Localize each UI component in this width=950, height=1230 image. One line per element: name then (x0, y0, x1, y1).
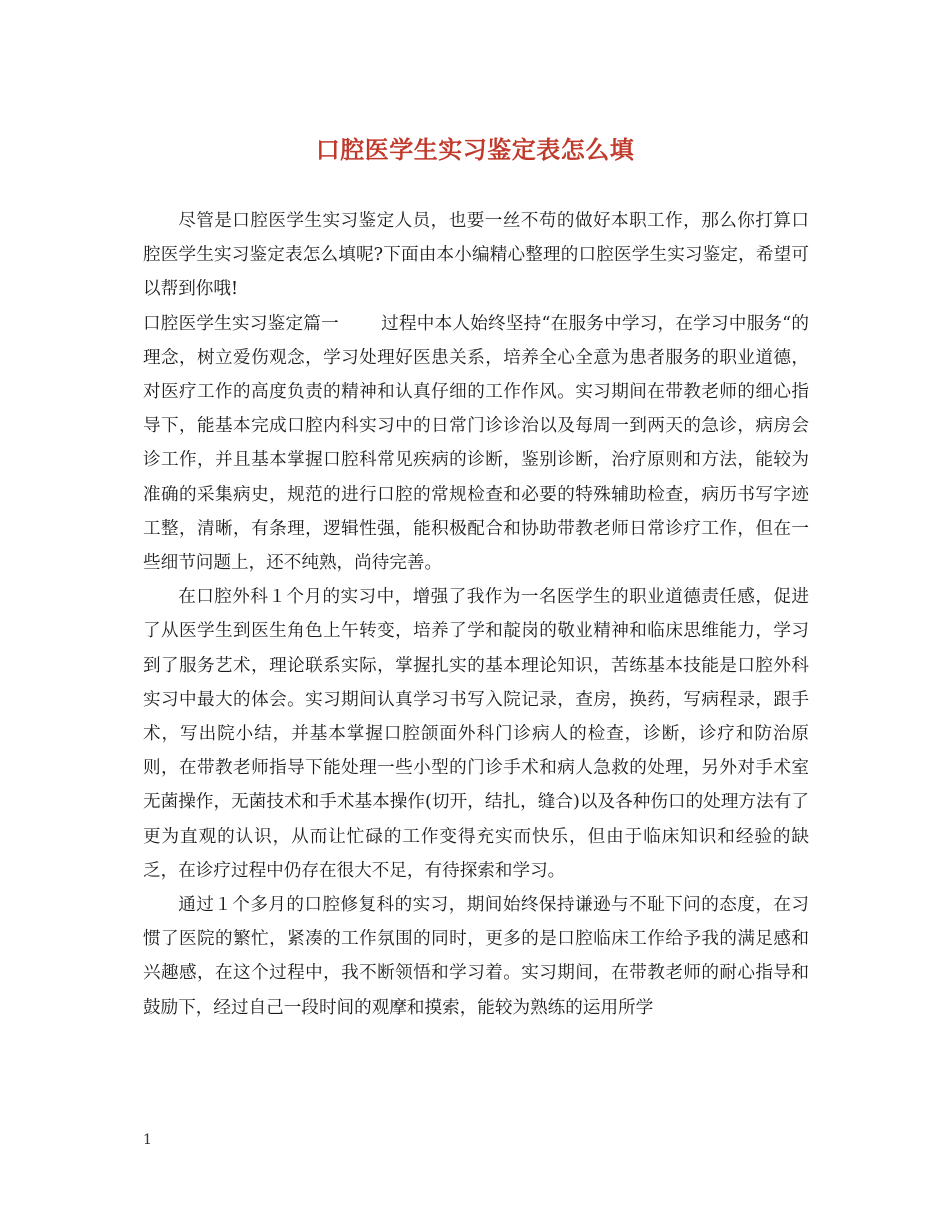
section-text: 过程中本人始终坚持“在服务中学习，在学习中服务“的理念，树立爱伤观念，学习处理好医患关系，培养全心全意为患者服务的职业道德，对医疗工作的高度负责的精神和认真仔细的工作作风。实习期间在带教老师的细心指导下，能基本完成口腔内科实习中的日常门诊诊治以及每周一到两天的急诊，病房会诊工作，并且基本掌握口腔科常见疾病的诊断，鉴别诊断，治疗原则和方法，能较为准确的采集病史，规范的进行口腔的常规检查和必要的特殊辅助检查，病历书写字迹工整，清晰，有条理，逻辑性强，能积极配合和协助带教老师日常诊疗工作，但在一些细节问题上，还不纯熟，尚待完善。 (143, 313, 809, 574)
page-number: 1 (143, 1132, 152, 1148)
section-label: 口腔医学生实习鉴定篇一 (143, 313, 339, 334)
intro-paragraph: 尽管是口腔医学生实习鉴定人员，也要一丝不苟的做好本职工作，那么你打算口腔医学生实习鉴定表怎么填呢?下面由本小编精心整理的口腔医学生实习鉴定，希望可以帮到你哦! (143, 211, 809, 300)
body-paragraph-3: 通过１个多月的口腔修复科的实习，期间始终保持谦逊与不耻下问的态度，在习惯了医院的繁忙，紧凑的工作氛围的同时，更多的是口腔临床工作给予我的满足感和兴趣感，在这个过程中，我不断领悟和学习着。实习期间，在带教老师的耐心指导和鼓励下，经过自己一段时间的观摩和摸索，能较为熟练的运用所学 (143, 895, 809, 1018)
body-paragraph-2: 在口腔外科１个月的实习中，增强了我作为一名医学生的职业道德责任感，促进了从医学生到医生角色上午转变，培养了学和靛岗的敬业精神和临床思维能力，学习到了服务艺术，理论联系实际，掌握扎实的基本理论知识，苦练基本技能是口腔外科实习中最大的体会。实习期间认真学习书写入院记录，查房，换药，写病程录，跟手术，写出院小结，并基本掌握口腔颌面外科门诊病人的检查，诊断，诊疗和防治原则，在带教老师指导下能处理一些小型的门诊手术和病人急救的处理，另外对手术室无菌操作，无菌技术和手术基本操作(切开，结扎，缝合)以及各种伤口的处理方法有了更为直观的认识，从而让忙碌的工作变得充实而快乐，但由于临床知识和经验的缺乏，在诊疗过程中仍存在很大不足，有待探索和学习。 (143, 587, 809, 881)
section-paragraph (143, 307, 809, 581)
document-title: 口腔医学生实习鉴定表怎么填 (315, 135, 635, 164)
document-body (143, 204, 809, 1025)
